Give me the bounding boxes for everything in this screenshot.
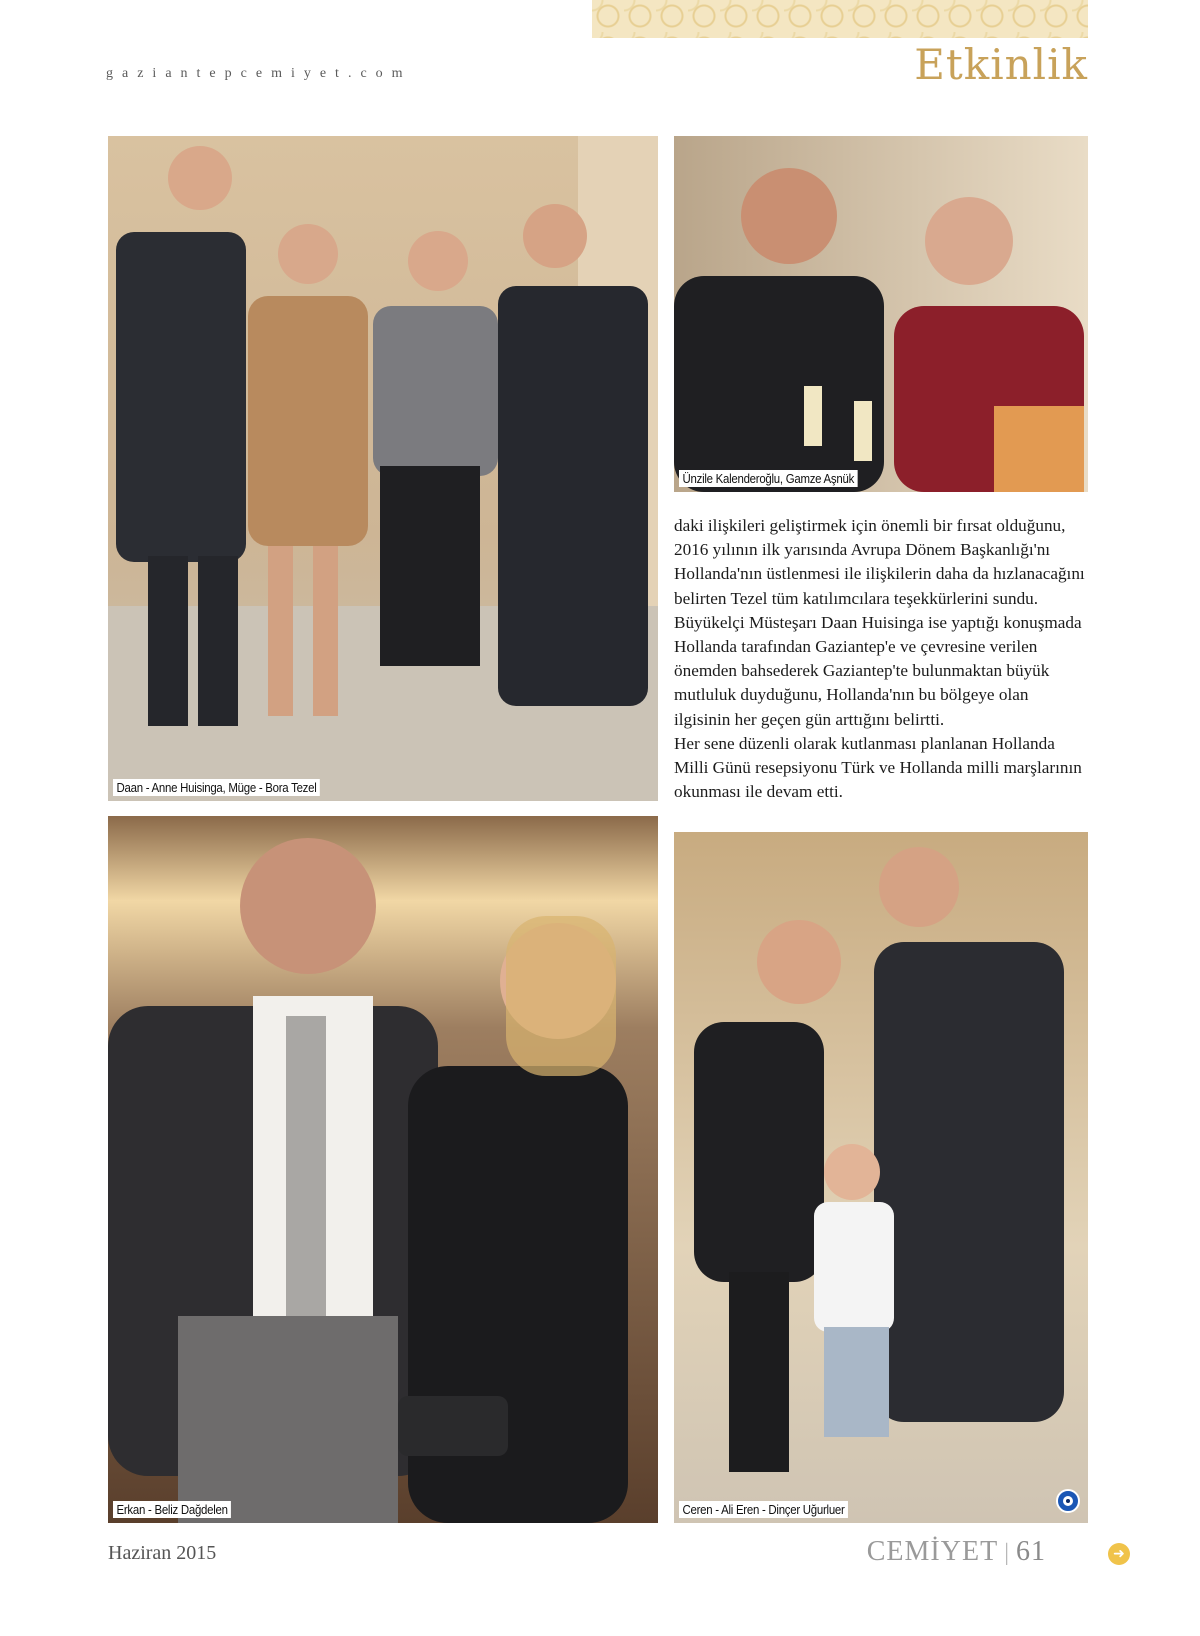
photo-image <box>108 816 658 1523</box>
site-url[interactable]: gaziantepcemiyet.com <box>106 66 412 81</box>
photo-image <box>674 136 1088 492</box>
magazine-brand <box>867 1536 1046 1568</box>
photo-caption: Ceren - Ali Eren - Dinçer Uğurluer <box>679 1501 848 1518</box>
page-number: 61 <box>1016 1536 1046 1567</box>
photo-image <box>108 136 658 801</box>
photo-image <box>674 832 1088 1523</box>
photo-two-women <box>674 136 1088 492</box>
photo-caption: Daan - Anne Huisinga, Müge - Bora Tezel <box>113 779 320 796</box>
photo-couple <box>108 816 658 1523</box>
header-ornament <box>592 0 1088 38</box>
photo-group-four <box>108 136 658 801</box>
brand-name: CEMİYET <box>866 1536 999 1567</box>
photo-family <box>674 832 1088 1523</box>
evil-eye-icon <box>1056 1489 1080 1513</box>
photo-caption: Ünzile Kalenderoğlu, Gamze Aşnük <box>679 470 858 487</box>
article-paragraph: daki ilişkileri geliştirmek için önemli bir fırsat olduğunu, 2016 yılının ilk yarısında Avrupa Dönem Başkanlığı'nı Hollanda'nın üstlenmesi ile ilişkilerin daha da hızlanacağını belirten Tezel tüm katılımcılara teşekkürlerini sundu. <box>674 516 1085 608</box>
issue-date: Haziran 2015 <box>108 1542 217 1564</box>
article-paragraph: Her sene düzenli olarak kutlanması planlanan Hollanda Milli Günü resepsiyonu Türk ve Hollanda milli marşlarının okunması ile devam etti. <box>674 733 1082 802</box>
article-body <box>674 514 1088 804</box>
photo-caption: Erkan - Beliz Dağdelen <box>113 1501 231 1518</box>
brand-separator: | <box>1004 1540 1010 1566</box>
arrow-right-icon[interactable]: ➜ <box>1108 1543 1130 1565</box>
article-paragraph: Büyükelçi Müsteşarı Daan Huisinga ise yaptığı konuşmada Hollanda tarafından Gaziantep'e ve çevresine verilen önemden bahsederek Gaziantep'te bulunmaktan büyük mutluluk duyduğunu, Hollanda'nın bu bölgeye olan ilgisinin her geçen gün arttığını belirtti. <box>674 612 1082 729</box>
section-title: Etkinlik <box>914 40 1088 89</box>
